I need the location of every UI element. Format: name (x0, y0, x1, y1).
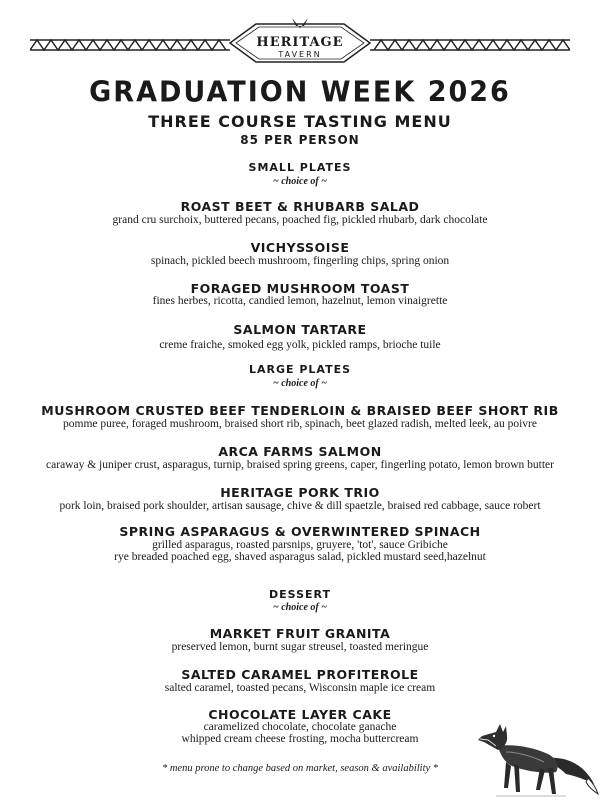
dish-name: ROAST BEET & RHUBARB SALAD (180, 199, 420, 214)
dish-description: whipped cream cheese frosting, mocha buttercream (181, 733, 419, 745)
dish-name: FORAGED MUSHROOM TOAST (190, 281, 410, 296)
brand-name: HERITAGE (256, 35, 344, 50)
dish-description: salted caramel, toasted pecans, Wisconsin maple ice cream (164, 682, 436, 694)
section-title-large-plates: LARGE PLATES (248, 363, 352, 376)
footer-note: * menu prone to change based on market, season & availability * (161, 763, 439, 774)
dish-description: preserved lemon, burnt sugar streusel, toasted meringue (171, 641, 429, 653)
section-title-dessert: DESSERT (269, 588, 331, 601)
dish-name: VICHYSSOISE (250, 240, 350, 255)
dish-name: ARCA FARMS SALMON (218, 444, 382, 459)
section-choice-dessert: ~ choice of ~ (273, 602, 327, 613)
dish-name: MUSHROOM CRUSTED BEEF TENDERLOIN & BRAISED BEEF SHORT RIB (41, 403, 559, 418)
menu-title: GRADUATION WEEK 2026 (89, 76, 511, 109)
dish-description: rye breaded poached egg, shaved asparagus salad, pickled mustard seed,hazelnut (114, 551, 486, 563)
menu-price: 85 PER PERSON (240, 133, 360, 147)
dish-description: grilled asparagus, roasted parsnips, gruyere, 'tot', sauce Gribiche (152, 539, 448, 551)
fox-illustration (476, 718, 600, 800)
dish-name: SPRING ASPARAGUS & OVERWINTERED SPINACH (119, 524, 481, 539)
section-choice-large-plates: ~ choice of ~ (273, 378, 327, 389)
dish-name: CHOCOLATE LAYER CAKE (208, 707, 392, 722)
menu-subtitle: THREE COURSE TASTING MENU (148, 112, 452, 131)
dish-name: SALMON TARTARE (233, 322, 367, 337)
brand-subname: TAVERN (278, 50, 322, 59)
dish-description: pomme puree, foraged mushroom, braised short rib, spinach, beet glazed radish, melted leek, au poivre (63, 418, 537, 430)
section-title-small-plates: SMALL PLATES (248, 161, 352, 174)
section-choice-small-plates: ~ choice of ~ (273, 176, 327, 187)
dish-description: grand cru surchoix, buttered pecans, poached fig, pickled rhubarb, dark chocolate (112, 214, 488, 226)
dish-name: SALTED CARAMEL PROFITEROLE (181, 667, 419, 682)
dish-name: HERITAGE PORK TRIO (220, 485, 380, 500)
dish-description: fines herbes, ricotta, candied lemon, hazelnut, lemon vinaigrette (152, 295, 448, 307)
dish-description: caraway & juniper crust, asparagus, turnip, braised spring greens, caper, fingerling potato, lemon brown butter (46, 459, 554, 471)
dish-description: pork loin, braised pork shoulder, artisan sausage, chive & dill spaetzle, braised red cabbage, sauce robert (59, 500, 541, 512)
dish-description: spinach, pickled beech mushroom, fingerling chips, spring onion (150, 255, 450, 267)
dish-description: caramelized chocolate, chocolate ganache (203, 721, 397, 733)
dish-description: creme fraiche, smoked egg yolk, pickled ramps, brioche tuile (159, 339, 441, 351)
dish-name: MARKET FRUIT GRANITA (209, 626, 391, 641)
